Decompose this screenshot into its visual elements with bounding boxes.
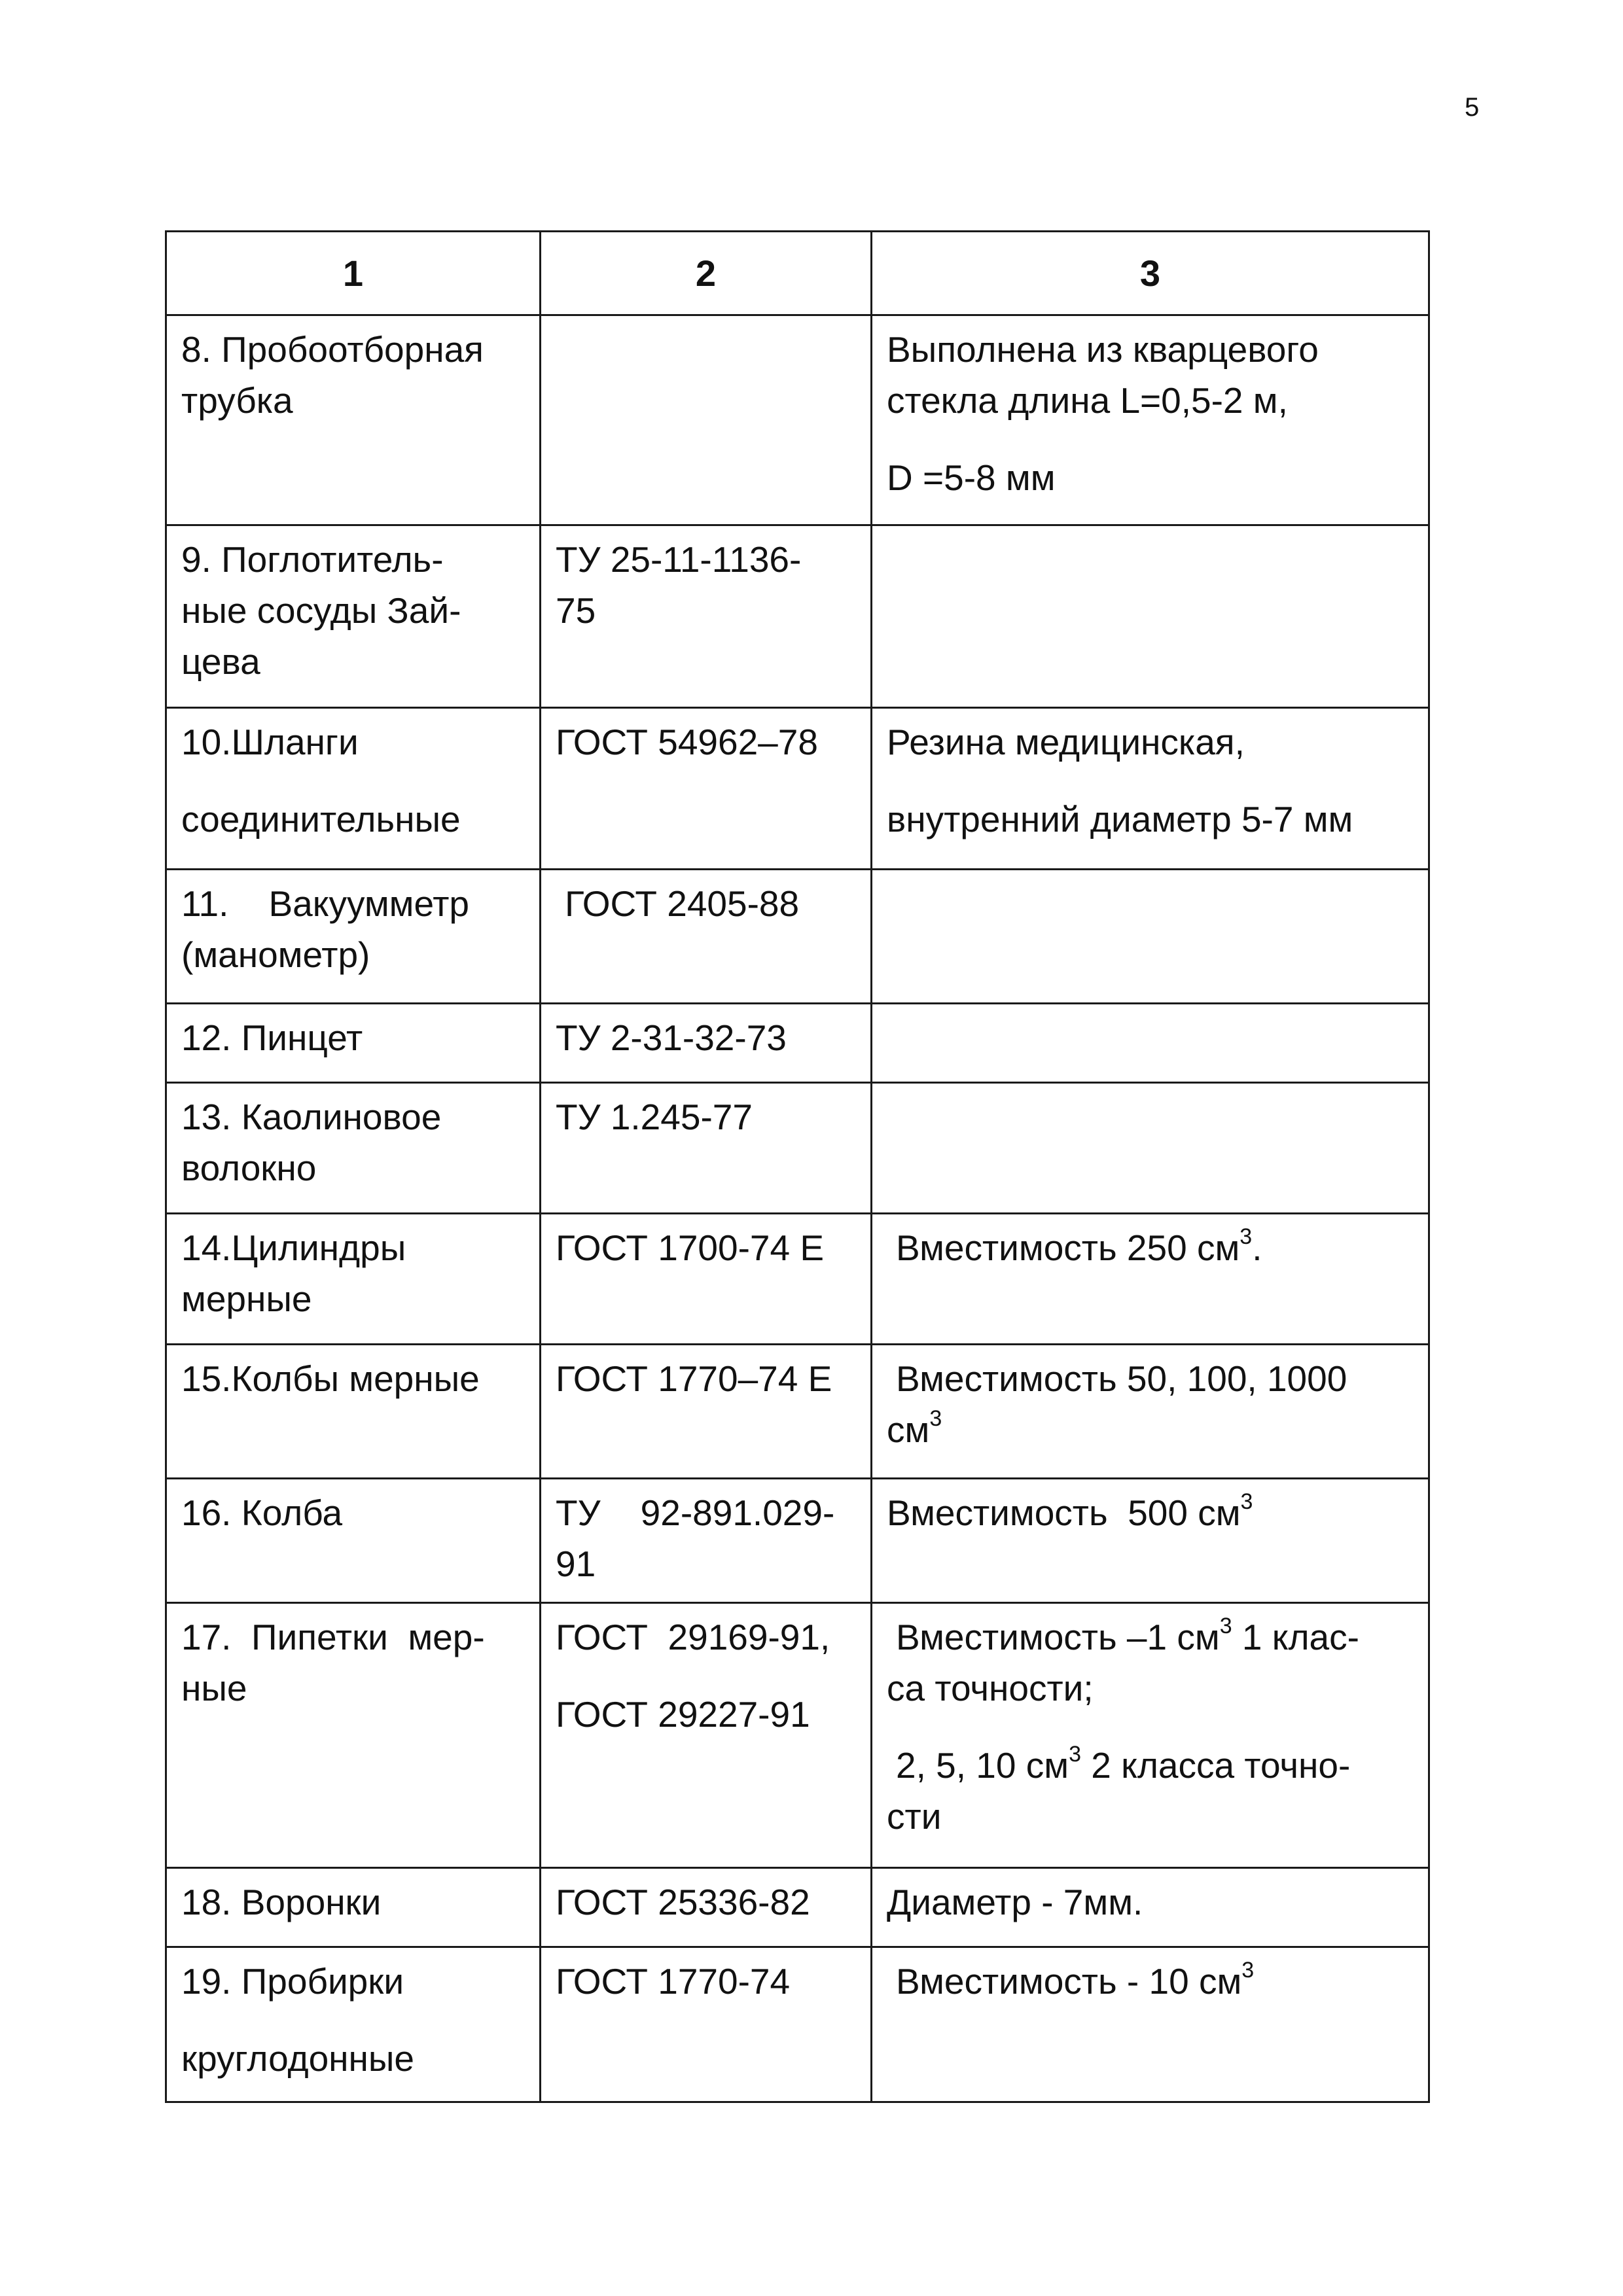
table-row	[166, 315, 1429, 525]
table-row	[166, 708, 1429, 870]
item-name-cell: 13. Каолиновое волокно	[166, 1083, 541, 1214]
item-standard-cell: ТУ 25-11-1136- 75	[541, 525, 872, 708]
column-header-1: 1	[166, 232, 541, 315]
item-name-cell: 12. Пинцет	[166, 1004, 541, 1083]
item-name-cell: 19. Пробирки круглодонные	[166, 1947, 541, 2102]
item-standard-cell: ТУ 2-31-32-73	[541, 1004, 872, 1083]
item-standard-cell: ГОСТ 1770-74	[541, 1947, 872, 2102]
item-name-cell: 14.Цилиндры мерные	[166, 1214, 541, 1345]
table-header-row	[166, 232, 1429, 315]
item-standard-cell: ТУ 92-891.029- 91	[541, 1479, 872, 1603]
item-description-cell: Резина медицинская, внутренний диаметр 5-7 мм	[872, 708, 1429, 870]
table-row	[166, 525, 1429, 708]
item-description-cell: Вместимость - 10 $см^3$	[872, 1947, 1429, 2102]
table-row	[166, 870, 1429, 1004]
item-description-cell: Вместимость 500 $см^3$	[872, 1479, 1429, 1603]
item-description-cell: Вместимость 50, 100, 1000 $см^3$	[872, 1345, 1429, 1479]
item-name-cell: 10.Шланги соединительные	[166, 708, 541, 870]
item-name-cell: 17. Пипетки мер- ные	[166, 1603, 541, 1868]
table-row	[166, 1868, 1429, 1947]
item-description-cell	[872, 870, 1429, 1004]
table-row	[166, 1479, 1429, 1603]
column-header-3: 3	[872, 232, 1429, 315]
item-standard-cell	[541, 315, 872, 525]
item-name-cell: 9. Поглотитель- ные сосуды Зай- цева	[166, 525, 541, 708]
item-name-cell: 15.Колбы мерные	[166, 1345, 541, 1479]
item-standard-cell: ГОСТ 54962–78	[541, 708, 872, 870]
equipment-table	[165, 230, 1430, 2103]
item-description-cell: Диаметр - 7мм.	[872, 1868, 1429, 1947]
item-standard-cell: ГОСТ 29169-91, ГОСТ 29227-91	[541, 1603, 872, 1868]
item-standard-cell: ТУ 1.245-77	[541, 1083, 872, 1214]
item-name-cell: 11. Вакуумметр (манометр)	[166, 870, 541, 1004]
item-name-cell: 16. Колба	[166, 1479, 541, 1603]
item-description-cell: Вместимость –1 $см^3$ 1 клас- са точности; 2, 5, 10 $см^3$ 2 класса точно- сти	[872, 1603, 1429, 1868]
table-row	[166, 1345, 1429, 1479]
table-row	[166, 1603, 1429, 1868]
table-row	[166, 1214, 1429, 1345]
table-row	[166, 1947, 1429, 2102]
page-number: 5	[1465, 93, 1480, 122]
item-standard-cell: ГОСТ 1700-74 Е	[541, 1214, 872, 1345]
item-standard-cell: ГОСТ 2405-88	[541, 870, 872, 1004]
item-description-cell	[872, 525, 1429, 708]
item-description-cell	[872, 1004, 1429, 1083]
column-header-2: 2	[541, 232, 872, 315]
item-name-cell: 18. Воронки	[166, 1868, 541, 1947]
item-name-cell: 8. Пробоотборная трубка	[166, 315, 541, 525]
item-description-cell: Вместимость 250 $см^3$.	[872, 1214, 1429, 1345]
table-row	[166, 1004, 1429, 1083]
item-description-cell	[872, 1083, 1429, 1214]
item-standard-cell: ГОСТ 25336-82	[541, 1868, 872, 1947]
table-row	[166, 1083, 1429, 1214]
item-standard-cell: ГОСТ 1770–74 Е	[541, 1345, 872, 1479]
item-description-cell: Выполнена из кварцевого стекла длина L=0,5-2 м, D =5-8 мм	[872, 315, 1429, 525]
